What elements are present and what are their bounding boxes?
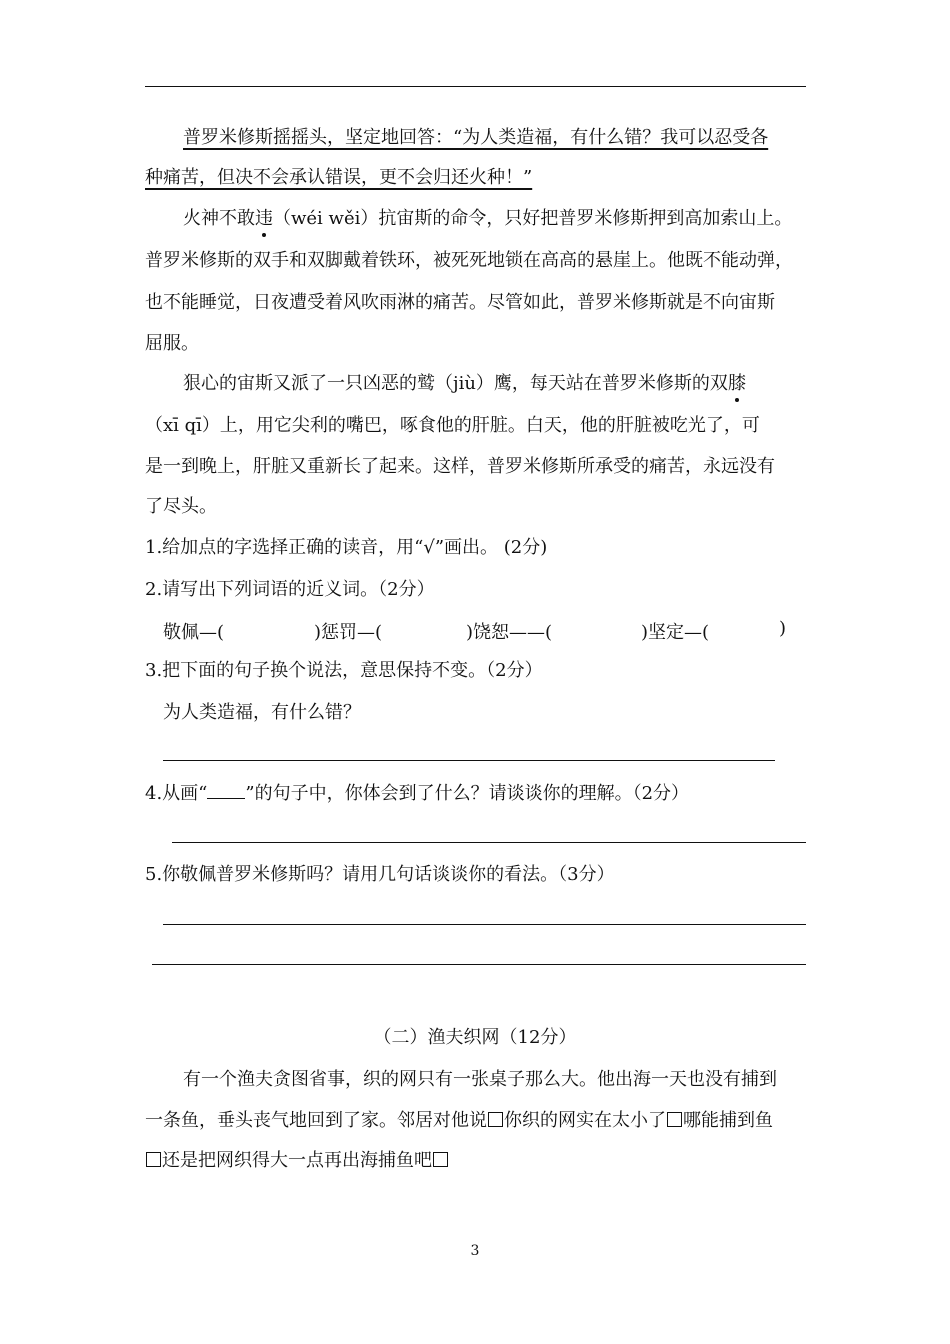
synonym-item: )饶恕——( [466, 622, 553, 643]
question-5: 5.你敬佩普罗米修斯吗？请用几句话谈谈你的看法。（3分） [145, 864, 615, 885]
passage-line [145, 1109, 773, 1133]
passage-line: 屈服。 [145, 333, 199, 354]
text-segment: 一条鱼，垂头丧气地回到了家。邻居对他说 [145, 1110, 487, 1131]
synonym-item: )惩罚—( [314, 622, 383, 643]
text-segment: 还是把网织得大一点再出海捕鱼吧 [162, 1150, 432, 1171]
text-segment: 狠心的宙斯又派了一只凶恶的鹫（jiù）鹰，每天站在普罗米修斯的双 [183, 373, 728, 394]
answer-line[interactable] [172, 842, 806, 843]
synonym-item: 敬佩—( [163, 622, 225, 643]
passage-line [183, 372, 746, 396]
question-4 [145, 782, 689, 806]
synonym-item: )坚定—( [641, 622, 710, 643]
text-segment: 4.从画“ [145, 783, 208, 804]
dotted-character: 膝 [727, 373, 746, 394]
page-number: 3 [470, 1243, 480, 1259]
section-title: （二）渔夫织网（12分） [373, 1027, 577, 1048]
answer-line[interactable] [163, 924, 806, 925]
dotted-character: 违 [255, 208, 273, 229]
answer-line[interactable] [163, 760, 775, 761]
passage-line: 是一到晚上，肝脏又重新长了起来。这样，普罗米修斯所承受的痛苦，永远没有 [145, 456, 775, 477]
question-1: 1.给加点的字选择正确的读音，用“√”画出。 (2分) [145, 537, 548, 558]
text-segment: ”的句子中，你体会到了什么？请谈谈你的理解。（2分） [245, 783, 690, 804]
passage-line: 普罗米修斯的双手和双脚戴着铁环，被死死地锁在高高的悬崖上。他既不能动弹， [145, 250, 793, 271]
punctuation-box[interactable] [433, 1152, 448, 1167]
question-3: 3.把下面的句子换个说法，意思保持不变。（2分） [145, 660, 543, 681]
text-segment: 哪能捕到鱼 [683, 1110, 773, 1131]
text-segment: （wéi wěi）抗宙斯的命令，只好把普罗米修斯押到高加索山上。 [273, 208, 793, 229]
passage-line: 种痛苦，但决不会承认错误，更不会归还火种！” [145, 167, 533, 188]
punctuation-box[interactable] [488, 1112, 503, 1127]
passage-line [145, 1149, 449, 1173]
passage-line [183, 207, 792, 231]
underline-sample [207, 784, 245, 799]
passage-line: 有一个渔夫贪图省事，织的网只有一张桌子那么大。他出海一天也没有捕到 [183, 1069, 777, 1090]
text-segment: 火神不敢 [183, 208, 255, 229]
synonym-item: ) [779, 618, 787, 639]
passage-line: 普罗米修斯摇摇头，坚定地回答：“为人类造福，有什么错？我可以忍受各 [183, 127, 769, 148]
passage-line: 也不能睡觉，日夜遭受着风吹雨淋的痛苦。尽管如此，普罗米修斯就是不向宙斯 [145, 292, 775, 313]
question-3-sentence: 为人类造福，有什么错？ [163, 702, 361, 723]
header-rule [145, 86, 806, 87]
passage-line: 了尽头。 [145, 496, 217, 517]
answer-line[interactable] [152, 964, 806, 965]
punctuation-box[interactable] [667, 1112, 682, 1127]
text-segment: 你织的网实在太小了 [504, 1110, 666, 1131]
question-2: 2.请写出下列词语的近义词。（2分） [145, 579, 435, 600]
punctuation-box[interactable] [146, 1152, 161, 1167]
passage-line: （xī qī）上，用它尖利的嘴巴，啄食他的肝脏。白天，他的肝脏被吃光了，可 [145, 415, 760, 436]
